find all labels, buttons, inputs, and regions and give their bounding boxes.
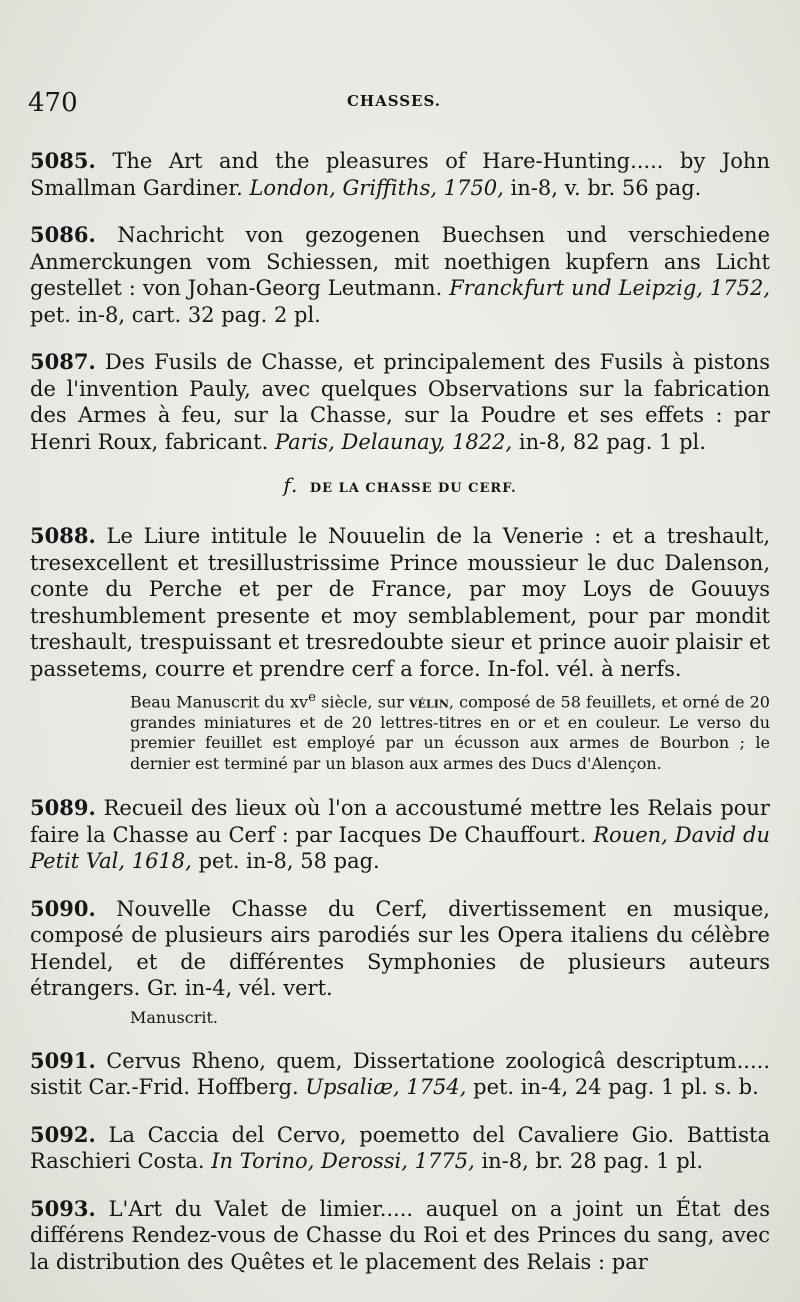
page-number: 470 [28,88,78,118]
entry-5090-note: Manuscrit. [130,1007,218,1027]
entry-5091: 5091. Cervus Rheno, quem, Dissertatione zoologicâ descriptum..... sistit Car.-Frid. Hoffberg. Upsaliæ, 1754, pet. in-4, 24 pag. 1 pl. s. b. [30,1047,770,1100]
catalogue-entries [30,127,770,1281]
section-heading [30,473,770,497]
entry-5092: 5092. La Caccia del Cervo, poemetto del Cavaliere Gio. Battista Raschieri Costa. In Torino, Derossi, 1775, in-8, br. 28 pag. 1 pl. [30,1121,770,1174]
entry-5088: 5088. Le Liure intitule le Nouuelin de la Venerie : et a treshault, tresexcellent et tresillustrissime Prince moussieur le duc Dalenson, conte du Perche et per de France, par moy Loys de Gouuys treshumblement presente et moy semblablement, pour par mondit treshault, trespuissant et tresredoubte sieur et prince auoir plaisir et passetems, courre et prendre cerf a force. In-fol. vél. à nerfs. [30,523,770,681]
section-title: DE LA CHASSE DU CERF. [309,481,517,496]
entry-5087: 5087. Des Fusils de Chasse, et principalement des Fusils à pistons de l'invention Pauly, avec quelques Observations sur la fabrication des Armes à feu, sur la Chasse, sur la Poudre et ses effets : par Henri Roux, fabricant. Paris, Delaunay, 1822, in-8, 82 pag. 1 pl. [30,349,771,454]
entry-5088-note: Beau Manuscrit du $xv^e$ siècle, sur vélin, composé de 58 feuillets, et orné de 20 grandes miniatures et de 20 lettres-titres en or et en couleur. Le verso du premier feuillet est employé par un écusson aux armes de Bourbon ; le dernier est terminé par un blason aux armes des Ducs d'Alençon. [130,690,770,773]
entry-5086: 5086. Nachricht von gezogenen Buechsen und verschiedene Anmerckungen vom Schiessen, mit noethigen kupfern ans Licht gestellet : von Johan-Georg Leutmann. Franckfurt und Leipzig, 1752, pet. in-8, cart. 32 pag. 2 pl. [30,222,770,327]
entry-5090: 5090. Nouvelle Chasse du Cerf, divertissement en musique, composé de plusieurs airs parodiés sur les Opera italiens du célèbre Hendel, et de différentes Symphonies de plusieurs auteurs étrangers. Gr. in-4, vél. vert. [30,895,770,1001]
running-title: CHASSES. [346,92,442,110]
running-header [28,88,760,122]
section-symbol: f. [283,473,299,497]
entry-5085: 5085. The Art and the pleasures of Hare-Hunting..... by John Smallman Gardiner. London, Griffiths, 1750, in-8, v. br. 56 pag. [30,148,770,200]
entry-5093: 5093. L'Art du Valet de limier..... auquel on a joint un État des différens Rendez-vous de Chasse du Roi et des Princes du sang, avec la distribution des Quêtes et le placement des Relais : par [30,1195,770,1274]
entry-5089: 5089. Recueil des lieux où l'on a accoustumé mettre les Relais pour faire la Chasse au Cerf : par Iacques De Chauffourt. Rouen, David du Petit Val, 1618, pet. in-8, 58 pag. [30,795,771,874]
